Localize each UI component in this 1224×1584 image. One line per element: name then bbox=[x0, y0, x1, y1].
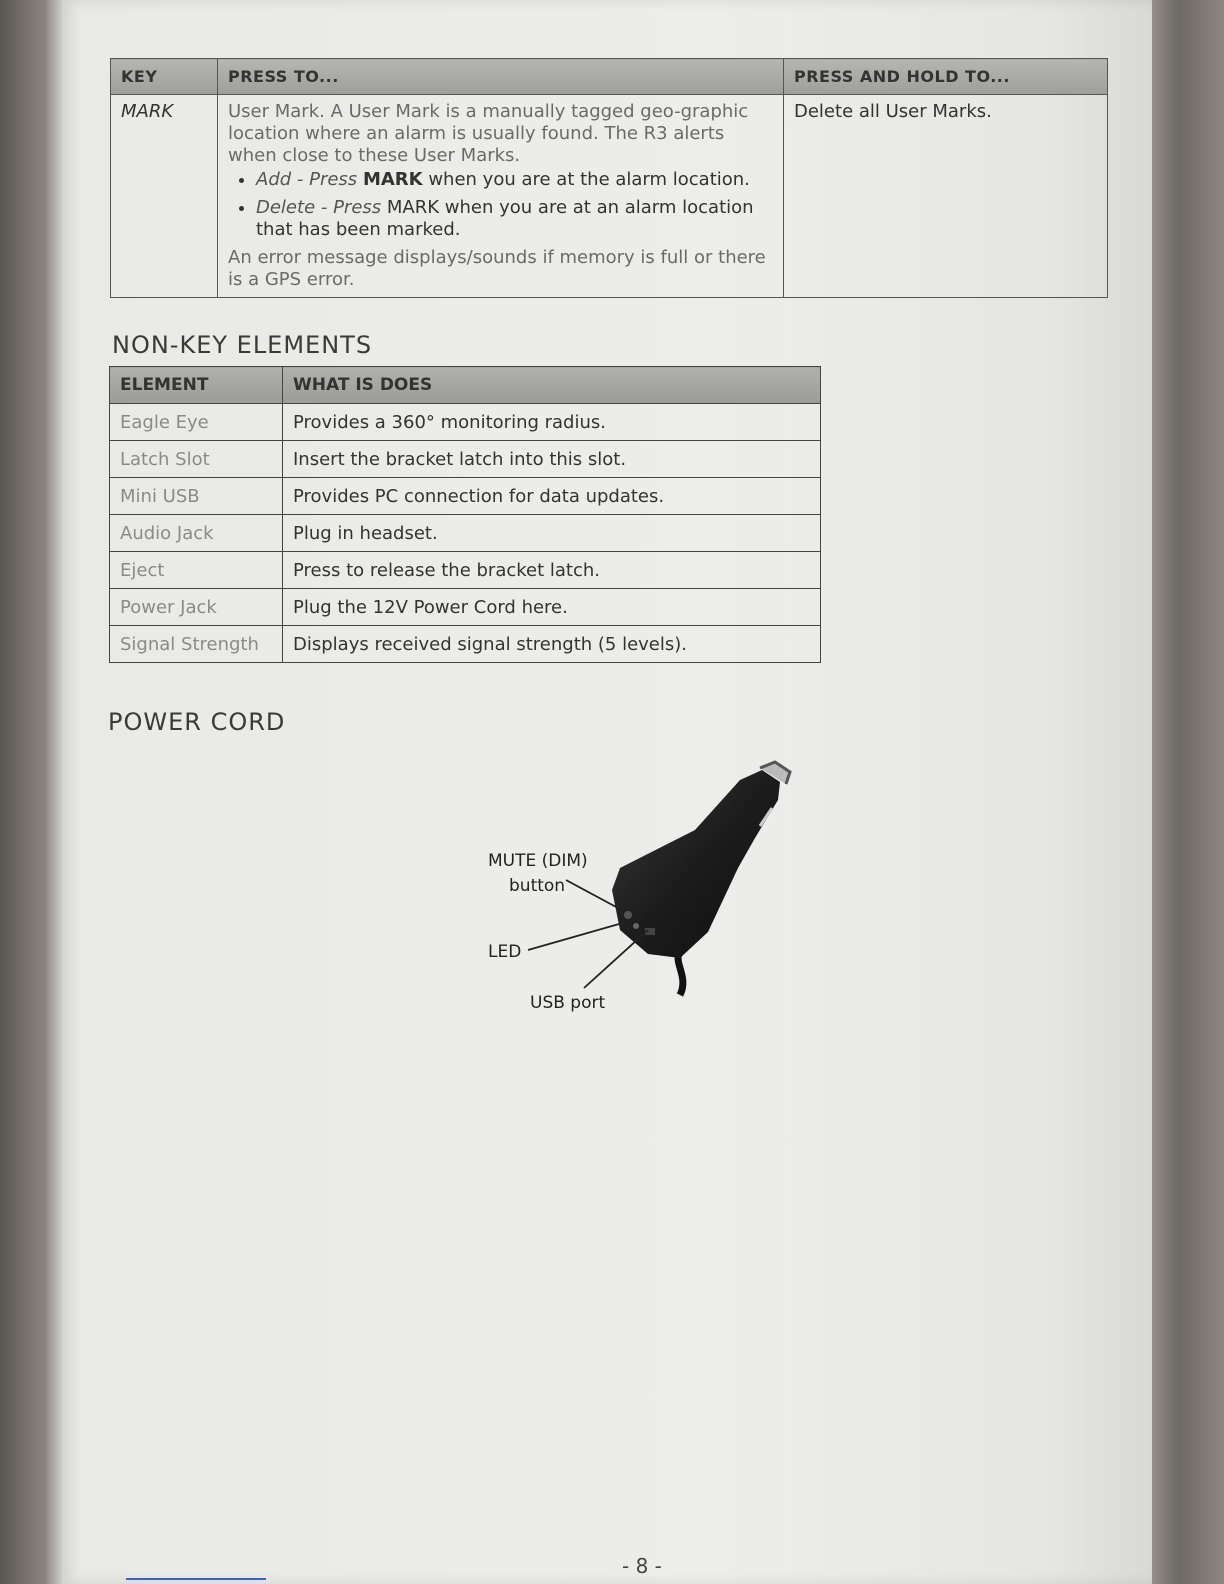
mute-dim-label: MUTE (DIM) bbox=[488, 851, 588, 871]
bullet-key: MARK bbox=[362, 169, 423, 190]
press-description: User Mark. A User Mark is a manually tagged geo-graphic location where an alarm is usually found. The R3 alerts when close to these User Marks. bbox=[228, 101, 749, 166]
section-title-non-key: NON-KEY ELEMENTS bbox=[112, 331, 373, 359]
section-title-power-cord: POWER CORD bbox=[108, 708, 286, 736]
table-row bbox=[110, 589, 821, 626]
key-table bbox=[110, 58, 1108, 298]
list-item bbox=[256, 169, 773, 191]
bullet-lead: Add - Press bbox=[256, 169, 358, 190]
non-key-elements-table bbox=[109, 366, 821, 663]
press-description-cell bbox=[218, 95, 784, 298]
list-item bbox=[256, 197, 773, 241]
element-description: Press to release the bracket latch. bbox=[283, 552, 821, 589]
element-description: Plug in headset. bbox=[283, 515, 821, 552]
hold-description: Delete all User Marks. bbox=[784, 95, 1108, 298]
bullet-text: when you are at the alarm location. bbox=[428, 169, 750, 190]
element-name: Eagle Eye bbox=[110, 404, 283, 441]
element-name: Audio Jack bbox=[110, 515, 283, 552]
led-callout-line bbox=[528, 922, 626, 950]
element-description: Provides PC connection for data updates. bbox=[283, 478, 821, 515]
table-row bbox=[110, 552, 821, 589]
link-underline bbox=[126, 1578, 266, 1580]
header-element: ELEMENT bbox=[110, 367, 283, 404]
element-name: Latch Slot bbox=[110, 441, 283, 478]
element-description: Plug the 12V Power Cord here. bbox=[283, 589, 821, 626]
desk-background-left bbox=[0, 0, 64, 1584]
element-description: Insert the bracket latch into this slot. bbox=[283, 441, 821, 478]
header-press-to: PRESS TO... bbox=[218, 59, 784, 95]
table-row bbox=[110, 441, 821, 478]
led-label: LED bbox=[488, 942, 522, 962]
bullet-text: when you are at an alarm location that has been marked. bbox=[256, 197, 754, 240]
element-description: Provides a 360° monitoring radius. bbox=[283, 404, 821, 441]
element-description: Displays received signal strength (5 levels). bbox=[283, 626, 821, 663]
element-name: Signal Strength bbox=[110, 626, 283, 663]
bullet-key: MARK bbox=[386, 197, 440, 218]
key-name: MARK bbox=[111, 95, 218, 298]
table-row bbox=[111, 95, 1108, 298]
element-name: Mini USB bbox=[110, 478, 283, 515]
usb-port-label: USB port bbox=[530, 993, 606, 1013]
element-name: Power Jack bbox=[110, 589, 283, 626]
table-row bbox=[110, 404, 821, 441]
header-key: KEY bbox=[111, 59, 218, 95]
usb-callout-line bbox=[584, 930, 648, 988]
mute-callout-line bbox=[566, 880, 618, 908]
mute-button-label: button bbox=[509, 876, 566, 896]
table-row bbox=[110, 515, 821, 552]
table-row bbox=[110, 478, 821, 515]
table-row bbox=[110, 626, 821, 663]
header-what-is-does: WHAT IS DOES bbox=[283, 367, 821, 404]
bullet-list bbox=[228, 169, 773, 241]
bullet-lead: Delete - Press bbox=[256, 197, 382, 218]
element-name: Eject bbox=[110, 552, 283, 589]
desk-background-right bbox=[1148, 0, 1224, 1584]
header-press-and-hold: PRESS AND HOLD TO... bbox=[784, 59, 1108, 95]
page-number: - 8 - bbox=[622, 1554, 662, 1578]
error-note: An error message displays/sounds if memory is full or there is a GPS error. bbox=[228, 247, 766, 290]
